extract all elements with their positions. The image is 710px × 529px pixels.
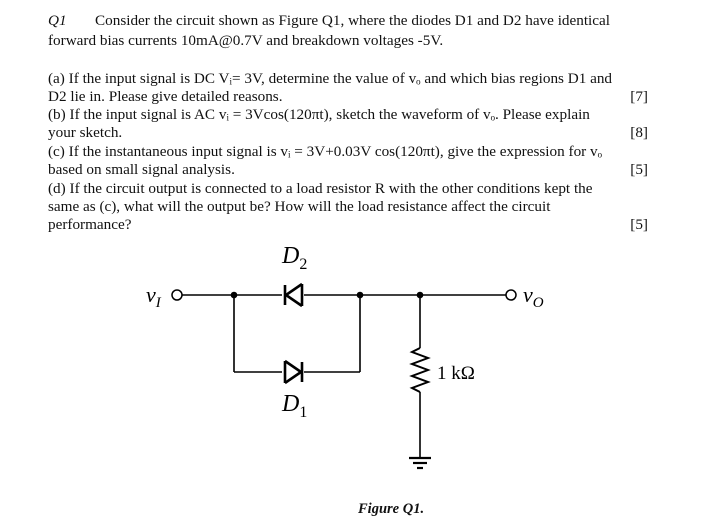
diode-d1	[285, 361, 302, 383]
d2-label: $D_2$	[282, 243, 308, 273]
junction-dot	[357, 292, 364, 299]
part-a-marks: [7]	[630, 88, 648, 105]
ground-symbol	[409, 458, 431, 468]
part-b-marks: [8]	[630, 124, 648, 141]
part-d-line3: performance?	[48, 216, 132, 233]
part-c-line1: (c) If the instantaneous input signal is vᵢ = 3V+0.03V cos(120πt), give the expression for vₒ	[48, 143, 602, 160]
resistor-zigzag	[412, 348, 428, 392]
vo-label: $v_O$	[523, 282, 544, 311]
part-a-line1: (a) If the input signal is DC Vᵢ= 3V, determine the value of vₒ and which bias regions D1 and	[48, 70, 613, 87]
figure-caption: Figure Q1.	[358, 501, 425, 517]
vi-label: $v_I$	[146, 282, 161, 311]
question-intro-line1: Consider the circuit shown as Figure Q1, where the diodes D1 and D2 have identical	[95, 12, 610, 29]
diode-d2	[285, 284, 302, 306]
part-d-marks: [5]	[630, 216, 648, 233]
part-b-line1: (b) If the input signal is AC vᵢ = 3Vcos(120πt), sketch the waveform of vₒ. Please explain	[48, 106, 590, 123]
junction-dot	[231, 292, 238, 299]
junction-dot	[417, 292, 424, 299]
part-a-line2: D2 lie in. Please give detailed reasons.	[48, 88, 283, 105]
question-number: Q1	[48, 12, 67, 29]
part-c-marks: [5]	[630, 161, 648, 178]
resistor-label: 1 kΩ	[437, 363, 475, 384]
part-d-line2: same as (c), what will the output be? How will the load resistance affect the circuit	[48, 198, 551, 215]
input-terminal	[172, 290, 182, 300]
part-c-line2: based on small signal analysis.	[48, 161, 235, 178]
d1-label: $D_1$	[282, 391, 308, 421]
question-intro-line2: forward bias currents 10mA@0.7V and breakdown voltages -5V.	[48, 32, 444, 49]
part-d-line1: (d) If the circuit output is connected to a load resistor R with the other conditions kept the	[48, 180, 593, 197]
part-b-line2: your sketch.	[48, 124, 123, 141]
output-terminal	[506, 290, 516, 300]
